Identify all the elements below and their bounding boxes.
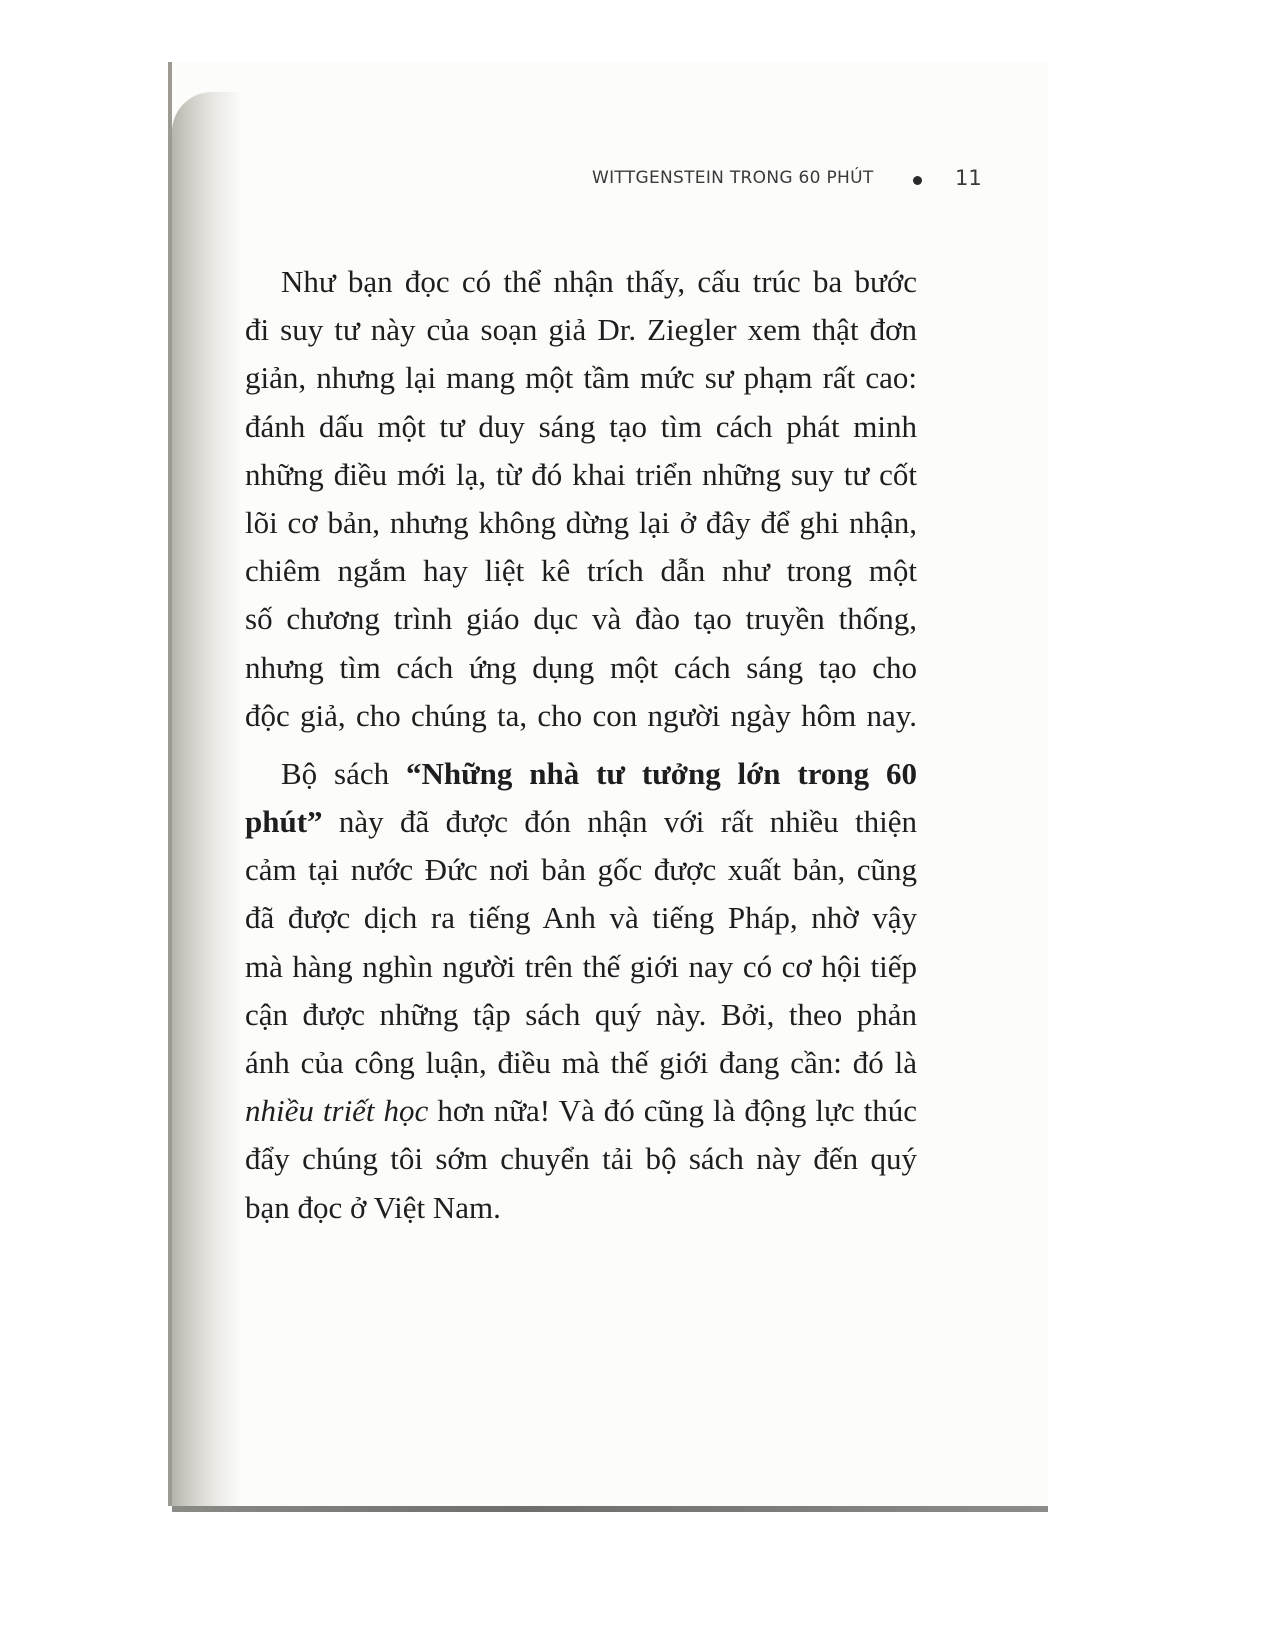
body-text xyxy=(245,258,917,1232)
emphasis-italic: nhiều triết học xyxy=(245,1093,429,1129)
text-line-last: bạn đọc ở Việt Nam. xyxy=(245,1189,501,1225)
text-line xyxy=(245,1087,917,1135)
text-line: đánh dấu một tư duy sáng tạo tìm cách phát minh xyxy=(245,408,917,444)
text-line: giản, nhưng lại mang một tầm mức sư phạm rất cao: xyxy=(245,360,917,396)
paragraph-2 xyxy=(245,750,917,1232)
text-line: đi suy tư này của soạn giả Dr. Ziegler xem thật đơn xyxy=(245,312,917,348)
paragraph-1 xyxy=(245,258,917,740)
text-line: số chương trình giáo dục và đào tạo truyền thống, xyxy=(245,601,917,637)
text-line: nhưng tìm cách ứng dụng một cách sáng tạo cho xyxy=(245,649,917,685)
running-header-title: WITTGENSTEIN TRONG 60 PHÚT xyxy=(592,168,874,188)
page-number: 11 xyxy=(955,166,982,190)
text-line: Như bạn đọc có thể nhận thấy, cấu trúc ba bước xyxy=(281,264,917,299)
header-bullet-icon xyxy=(913,176,922,185)
text-line xyxy=(245,798,917,846)
book-series-title-bold: “Những nhà tư tưởng lớn trong 60 xyxy=(405,755,917,791)
text-line: độc giả, cho chúng ta, cho con người ngày hôm nay. xyxy=(245,697,917,733)
book-series-title-bold: phút” xyxy=(245,804,323,840)
text-run: Bộ sách xyxy=(281,755,406,791)
text-line: cảm tại nước Đức nơi bản gốc được xuất bản, cũng xyxy=(245,852,917,888)
text-line: lõi cơ bản, nhưng không dừng lại ở đây để ghi nhận, xyxy=(245,504,917,540)
text-line: đẩy chúng tôi sớm chuyển tải bộ sách này đến quý xyxy=(245,1141,917,1177)
text-line: những điều mới lạ, từ đó khai triển những suy tư cốt xyxy=(245,456,917,492)
text-run: này đã được đón nhận với rất nhiều thiện xyxy=(322,804,917,840)
text-line: chiêm ngắm hay liệt kê trích dẫn như trong một xyxy=(245,553,917,589)
text-line: ánh của công luận, điều mà thế giới đang cần: đó là xyxy=(245,1045,917,1080)
text-run: hơn nữa! Và đó cũng là động lực thúc xyxy=(428,1093,917,1129)
text-line xyxy=(245,750,917,798)
paragraph-gap xyxy=(245,740,917,750)
text-line: mà hàng nghìn người trên thế giới nay có cơ hội tiếp xyxy=(245,948,917,984)
text-line: cận được những tập sách quý này. Bởi, theo phản xyxy=(245,996,917,1032)
page-bottom-edge xyxy=(172,1506,1048,1512)
text-line: đã được dịch ra tiếng Anh và tiếng Pháp, nhờ vậy xyxy=(245,900,917,936)
